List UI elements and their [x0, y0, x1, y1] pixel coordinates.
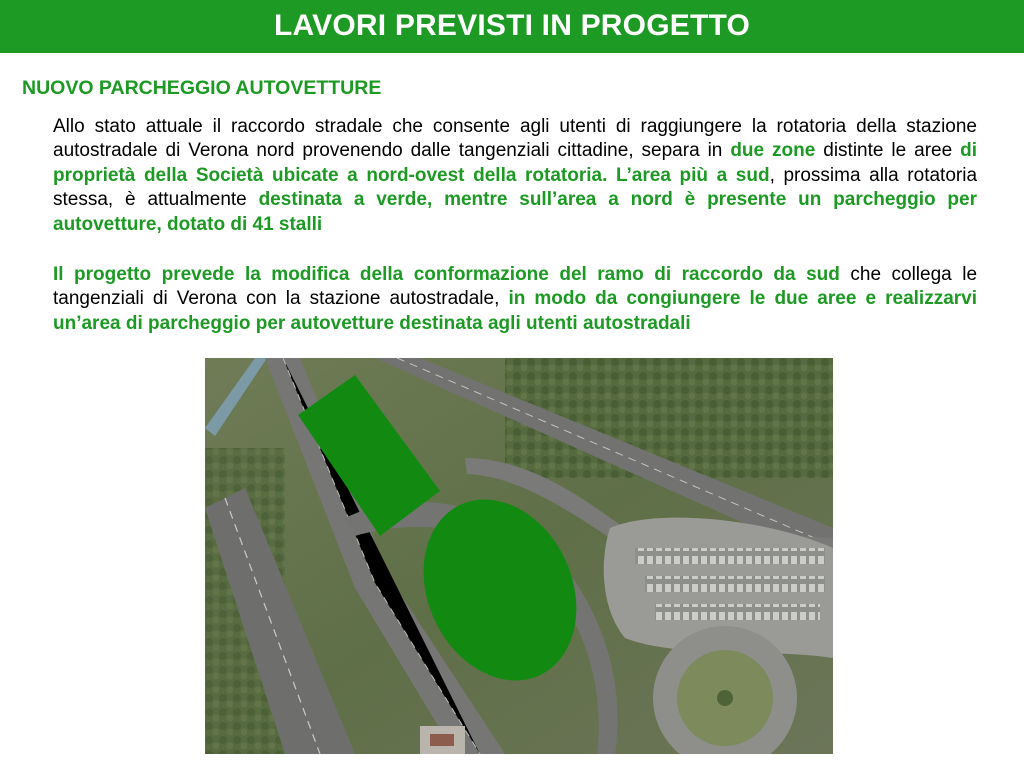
p1-highlight-3: destinata a verde, mentre sull’area a nord è presente un parcheggio per autovetture, dotato di 41 stalli	[53, 189, 977, 235]
p1-text-2: distinte le aree	[815, 140, 961, 162]
p2-highlight-2: in modo da congiungere le due aree e realizzarvi un’area di parcheggio per autovetture destinata agli utenti autostradali	[53, 288, 977, 334]
p1-highlight-1: due zone	[730, 140, 816, 162]
paragraph-current-state	[53, 115, 977, 237]
section-title: NUOVO PARCHEGGIO AUTOVETTURE	[22, 77, 382, 99]
paragraph-project	[53, 263, 977, 336]
p1-text-1: Allo stato attuale il raccordo stradale che consente agli utenti di raggiungere la rotatoria della stazione autostradale di Verona nord provenendo dalle tangenziali cittadine, separa in	[53, 116, 977, 162]
parking-cars-row-2	[645, 576, 825, 592]
roundabout-tree	[717, 690, 733, 706]
slide-title: LAVORI PREVISTI IN PROGETTO	[273, 9, 750, 42]
p1-text-3: , prossima alla rotatoria stessa, è attualmente	[53, 164, 978, 211]
parking-cars-row-3	[655, 604, 820, 620]
parking-cars-row-1	[635, 548, 825, 564]
slide-header	[0, 0, 1024, 53]
p1-highlight-2: di proprietà della Società ubicate a nord-ovest della rotatoria. L’area più a sud	[53, 140, 977, 186]
building-roof	[430, 734, 454, 746]
aerial-photo	[205, 358, 833, 754]
p2-highlight-1: Il progetto prevede la modifica della conformazione del ramo di raccordo da sud	[53, 264, 840, 285]
p2-text-1: che collega le tangenziali di Verona con la stazione autostradale,	[53, 264, 978, 310]
